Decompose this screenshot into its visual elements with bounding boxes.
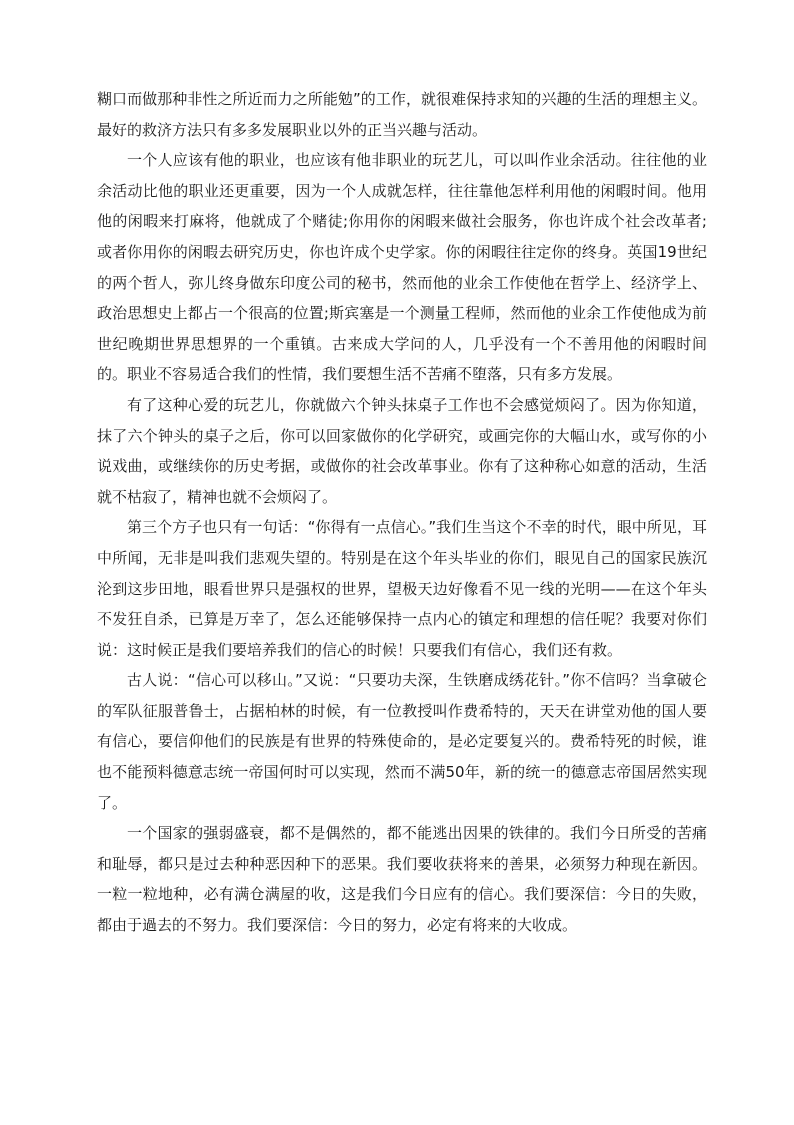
- paragraph-2: 一个人应该有他的职业，也应该有他非职业的玩艺儿，可以叫作业余活动。往往他的业余活动比他的职业还更重要，因为一个人成就怎样，往往靠他怎样利用他的闲暇时间。他用他的闲暇来打麻将，他就成了个赌徒;你用你的闲暇来做社会服务，你也许成个社会改革者;或者你用你的闲暇去研究历史，你也许成个史学家。你的闲暇往往定你的终身。英国19世纪的两个哲人，弥儿终身做东印度公司的秘书，然而他的业余工作使他在哲学上、经济学上、政治思想史上都占一个很高的位置;斯宾塞是一个测量工程师，然而他的业余工作使他成为前世纪晚期世界思想界的一个重镇。古来成大学问的人，几乎没有一个不善用他的闲暇时间的。职业不容易适合我们的性情，我们要想生活不苦痛不堕落，只有多方发展。: [97, 151, 707, 384]
- paragraph-4: 第三个方子也只有一句话：“你得有一点信心。”我们生当这个不幸的时代，眼中所见，耳中所闻，无非是叫我们悲观失望的。特别是在这个年头毕业的你们，眼见自己的国家民族沉沦到这步田地，眼看世界只是强权的世界，望极天边好像看不见一线的光明——在这个年头不发狂自杀，已算是万幸了，怎么还能够保持一点内心的镇定和理想的信任呢？我要对你们说：这时候正是我们要培养我们的信心的时候！只要我们有信心，我们还有救。: [97, 518, 707, 659]
- paragraph-5: 古人说：“信心可以移山。”又说：“只要功夫深，生铁磨成绣花针。”你不信吗？当拿破仑的军队征服普鲁士，占据柏林的时候，有一位教授叫作费希特的，天天在讲堂劝他的国人要有信心，要信仰他们的民族是有世界的特殊使命的，是必定要复兴的。费希特死的时候，谁也不能预料德意志统一帝国何时可以实现，然而不满50年，新的统一的德意志帝国居然实现了。: [97, 671, 707, 812]
- document-body: [97, 84, 707, 941]
- paragraph-6: 一个国家的强弱盛衰，都不是偶然的，都不能逃出因果的铁律的。我们今日所受的苦痛和耻辱，都只是过去种种恶因种下的恶果。我们要收获将来的善果，必须努力种现在新因。一粒一粒地种，必有满仓满屋的收，这是我们今日应有的信心。我们要深信：今日的失败，都由于過去的不努力。我们要深信：今日的努力，必定有将来的大收成。: [97, 824, 707, 935]
- paragraph-3: 有了这种心爱的玩艺儿，你就做六个钟头抹桌子工作也不会感觉烦闷了。因为你知道，抹了六个钟头的桌子之后，你可以回家做你的化学研究，或画完你的大幅山水，或写你的小说戏曲，或继续你的历史考据，或做你的社会改革事业。你有了这种称心如意的活动，生活就不枯寂了，精神也就不会烦闷了。: [97, 395, 707, 506]
- paragraph-1: 糊口而做那种非性之所近而力之所能勉”的工作，就很难保持求知的兴趣的生活的理想主义。最好的救济方法只有多多发展职业以外的正当兴趣与活动。: [97, 90, 707, 139]
